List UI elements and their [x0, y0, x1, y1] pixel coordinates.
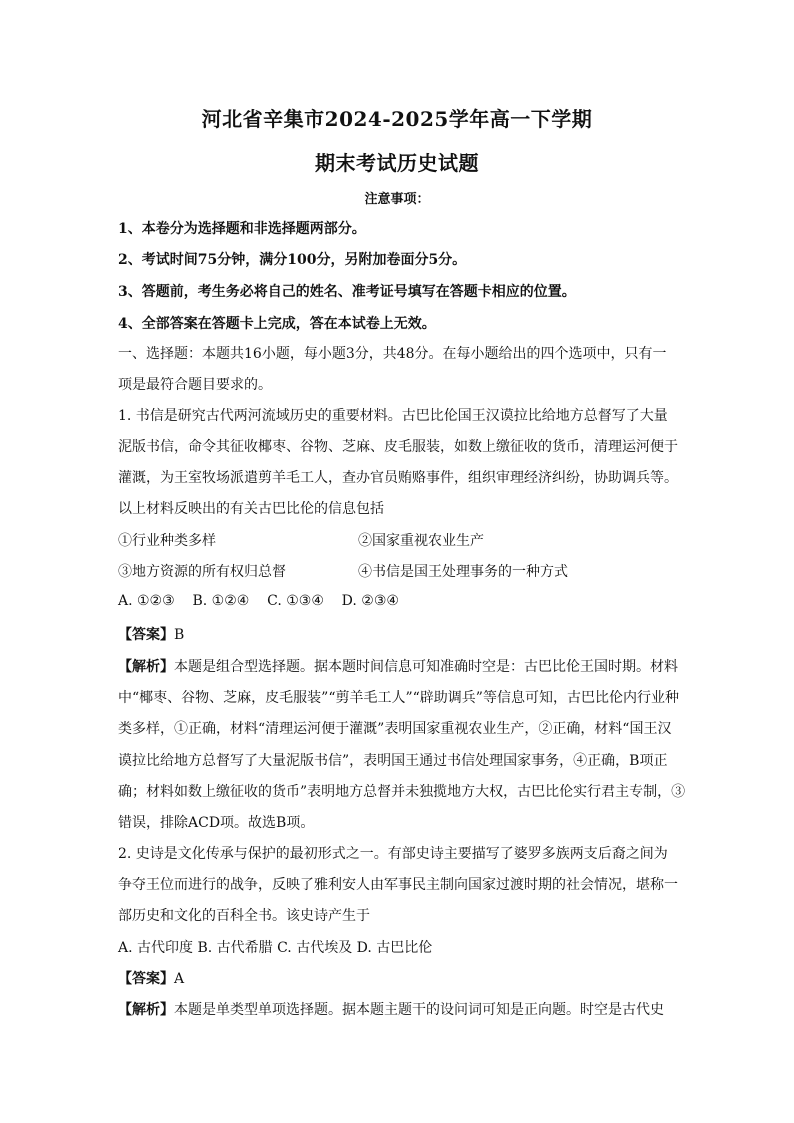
- analysis-label: 【解析】: [118, 1002, 174, 1018]
- question-2-stem: 部历史和文化的百科全书。该史诗产生于: [118, 908, 370, 924]
- question-2-choices: A. 古代印度 B. 古代希腊 C. 古代埃及 D. 古巴比伦: [118, 940, 433, 956]
- notice-item: 1、本卷分为选择题和非选择题两部分。: [118, 221, 366, 237]
- question-1-option-2: ②国家重视农业生产: [358, 533, 484, 549]
- analysis-text: 确；材料如数上缴征收的货币”表明地方总督并未独揽地方大权，古巴比伦实行君主专制，③: [118, 784, 686, 800]
- question-1-answer: [118, 624, 184, 644]
- question-1-choices: A. ①②③ B. ①②④ C. ①③④ D. ②③④: [118, 593, 399, 609]
- question-1-stem: 1. 书信是研究古代两河流域历史的重要材料。古巴比伦国王汉谟拉比给地方总督写了大量: [118, 408, 668, 424]
- question-1-stem: 灌溉，为王室牧场派遣剪羊毛工人，查办官员贿赂事件，组织审理经济纠纷，协助调兵等。: [118, 470, 678, 486]
- notice-heading: 注意事项：: [364, 192, 430, 207]
- answer-value: B: [174, 627, 185, 643]
- section-instruction: 项是最符合题目要求的。: [118, 377, 272, 393]
- question-1-option-1: ①行业种类多样: [118, 533, 216, 549]
- question-1-stem: 泥版书信，命令其征收椰枣、谷物、芝麻、皮毛服装，如数上缴征收的货币，清理运河便于: [118, 439, 678, 455]
- answer-label: 【答案】: [118, 971, 174, 987]
- notice-item: 3、答题前，考生务必将自己的姓名、准考证号填写在答题卡相应的位置。: [118, 284, 576, 300]
- question-2-stem: 争夺王位而进行的战争，反映了雅利安人由军事民主制向国家过渡时期的社会情况，堪称一: [118, 877, 678, 893]
- analysis-text: 谟拉比给地方总督写了大量泥版书信”，表明国王通过书信处理国家事务，④正确，B项正: [118, 753, 668, 769]
- question-1-option-4: ④书信是国王处理事务的一种方式: [358, 564, 568, 580]
- question-1-stem: 以上材料反映出的有关古巴比伦的信息包括: [118, 501, 384, 517]
- notice-item: 2、考试时间75分钟，满分100分，另附加卷面分5分。: [118, 252, 467, 268]
- analysis-text: 类多样，①正确，材料“清理运河便于灌溉”表明国家重视农业生产，②正确，材料“国王汉: [118, 721, 672, 737]
- analysis-text: 中“椰枣、谷物、芝麻，皮毛服装”“剪羊毛工人”“辟助调兵”等信息可知，古巴比伦内行业种: [118, 690, 679, 706]
- analysis-text: 本题是组合型选择题。据本题时间信息可知准确时空是：古巴比伦王国时期。材料: [174, 659, 678, 675]
- exam-title-line2: 期末考试历史试题: [315, 151, 479, 175]
- question-1-analysis: [118, 656, 678, 676]
- question-1-option-3: ③地方资源的所有权归总督: [118, 564, 286, 580]
- section-instruction: 一、选择题：本题共16小题，每小题3分，共48分。在每小题给出的四个选项中，只有一: [118, 346, 667, 362]
- exam-title-line1: 河北省辛集市2024-2025学年高一下学期: [201, 107, 593, 131]
- question-2-answer: [118, 968, 184, 988]
- analysis-text: 错误，排除ACD项。故选B项。: [118, 815, 315, 831]
- question-2-stem: 2. 史诗是文化传承与保护的最初形式之一。有部史诗主要描写了婆罗多族两支后裔之间为: [118, 846, 668, 862]
- analysis-label: 【解析】: [118, 659, 174, 675]
- notice-item: 4、全部答案在答题卡上完成，答在本试卷上无效。: [118, 316, 436, 332]
- answer-label: 【答案】: [118, 627, 174, 643]
- question-2-analysis: [118, 999, 664, 1019]
- analysis-text: 本题是单类型单项选择题。据本题主题干的设问词可知是正向题。时空是古代史: [174, 1002, 664, 1018]
- answer-value: A: [174, 971, 185, 987]
